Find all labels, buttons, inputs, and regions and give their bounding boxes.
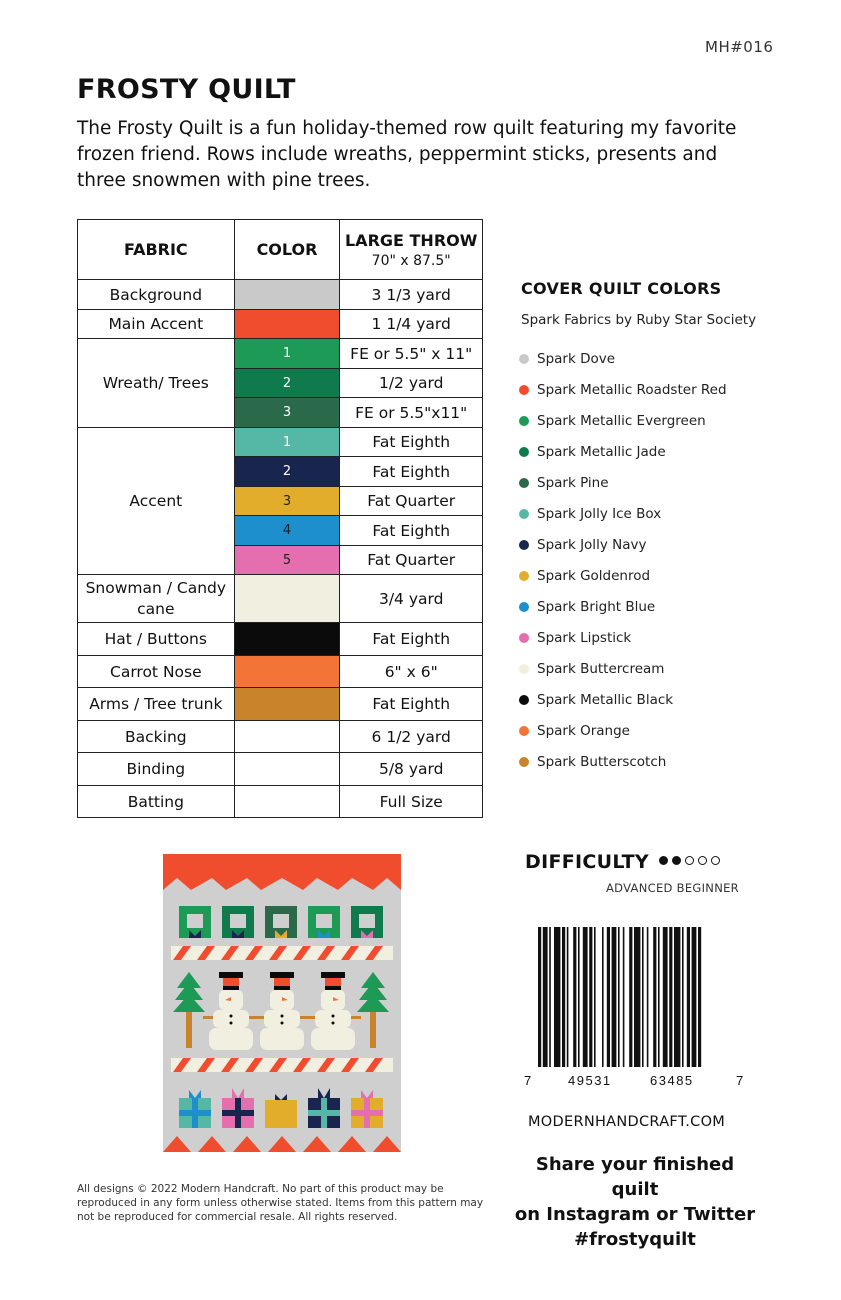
yardage: Fat Eighth [340,516,483,546]
yardage: Fat Eighth [340,457,483,487]
difficulty-dot [711,856,720,865]
color-name: Spark Butterscotch [537,753,667,770]
header-fabric: FABRIC [78,220,235,280]
color-dot [519,447,529,457]
list-item [519,405,727,436]
fabric-name: Main Accent [78,310,235,339]
yardage: 1 1/4 yard [340,310,483,339]
yardage: Fat Eighth [340,623,483,656]
color-dot [519,695,529,705]
color-name: Spark Orange [537,722,630,739]
color-dot [519,571,529,581]
yardage: FE or 5.5" x 11" [340,339,483,369]
color-dot [519,664,529,674]
color-swatch: 2 [234,457,340,487]
intro-paragraph: The Frosty Quilt is a fun holiday-themed row quilt featuring my favorite frozen friend. Rows include wreaths, peppermint sticks, presents and three snowmen with pine trees. [77,118,737,191]
list-item [519,467,727,498]
copyright-notice: All designs © 2022 Modern Handcraft. No part of this product may be reproduced in any form unless otherwise stated. Items from this pattern may not be reproduced for commercial resale. All rights reserved. [77,1183,484,1223]
color-swatch [234,623,340,656]
color-swatch: 3 [234,398,340,428]
table-row [78,310,483,339]
cover-colors-title: COVER QUILT COLORS [521,279,722,298]
difficulty-rating [659,856,720,865]
color-swatch [234,310,340,339]
list-item [519,560,727,591]
barcode-digit-check: 7 [736,1073,744,1088]
color-name: Spark Metallic Roadster Red [537,381,727,398]
fabric-name: Arms / Tree trunk [78,688,235,721]
difficulty-level: ADVANCED BEGINNER [606,881,739,895]
color-swatch: 4 [234,516,340,546]
barcode-bars [538,927,701,1067]
yardage: 1/2 yard [340,369,483,398]
header-size [340,220,483,280]
yardage: 5/8 yard [340,753,483,786]
list-item [519,622,727,653]
quilt-illustration [163,854,401,1152]
color-name: Spark Dove [537,350,616,367]
color-swatch: 1 [234,428,340,457]
cover-colors-list [519,343,727,777]
color-name: Spark Pine [537,474,609,491]
color-name: Spark Bright Blue [537,598,656,615]
pattern-code: MH#016 [705,38,774,56]
color-name: Spark Metallic Black [537,691,674,708]
list-item [519,343,727,374]
list-item [519,436,727,467]
color-dot [519,478,529,488]
list-item [519,684,727,715]
color-dot [519,726,529,736]
color-name: Spark Metallic Evergreen [537,412,706,429]
color-name: Spark Goldenrod [537,567,651,584]
header-size-dimensions: 70" x 87.5" [371,252,451,269]
table-row [78,753,483,786]
table-row [78,575,483,623]
yardage: FE or 5.5"x11" [340,398,483,428]
table-row [78,428,483,457]
color-name: Spark Jolly Navy [537,536,647,553]
color-swatch [234,688,340,721]
color-swatch: 2 [234,369,340,398]
fabric-name: Wreath/ Trees [78,339,235,428]
yardage: Fat Eighth [340,428,483,457]
list-item [519,374,727,405]
color-swatch [234,656,340,688]
table-row [78,721,483,753]
share-line-2: on Instagram or Twitter [514,1204,756,1225]
barcode-digits-right: 63485 [650,1073,694,1088]
header-size-label: LARGE THROW [344,230,478,250]
yardage: Full Size [340,786,483,818]
color-swatch [234,575,340,623]
yardage: 3 1/3 yard [340,280,483,310]
difficulty-dot [698,856,707,865]
color-name: Spark Lipstick [537,629,632,646]
color-swatch: 1 [234,339,340,369]
color-dot [519,633,529,643]
fabric-name: Batting [78,786,235,818]
color-dot [519,757,529,767]
color-swatch: 5 [234,546,340,575]
color-swatch [234,721,340,753]
color-dot [519,540,529,550]
barcode-digit-lead: 7 [524,1073,532,1088]
table-row [78,623,483,656]
yardage: Fat Quarter [340,546,483,575]
color-swatch [234,280,340,310]
color-dot [519,354,529,364]
color-swatch: 3 [234,487,340,516]
color-swatch [234,753,340,786]
list-item [519,498,727,529]
fabric-name: Binding [78,753,235,786]
fabric-name: Backing [78,721,235,753]
difficulty-label: DIFFICULTY [525,851,649,873]
cover-colors-subtitle: Spark Fabrics by Ruby Star Society [521,312,757,328]
color-dot [519,602,529,612]
share-hashtag: #frostyquilt [574,1229,696,1250]
barcode-digits-left: 49531 [568,1073,612,1088]
table-row [78,656,483,688]
fabric-name: Background [78,280,235,310]
fabric-name: Hat / Buttons [78,623,235,656]
color-name: Spark Jolly Ice Box [537,505,662,522]
page-title: FROSTY QUILT [77,74,296,105]
fabric-name: Snowman / Candy cane [78,575,235,623]
color-name: Spark Buttercream [537,660,665,677]
color-swatch [234,786,340,818]
header-color: COLOR [234,220,340,280]
list-item [519,653,727,684]
fabric-name: Carrot Nose [78,656,235,688]
color-dot [519,385,529,395]
color-dot [519,509,529,519]
share-line-1: Share your finished quilt [535,1154,735,1200]
list-item [519,715,727,746]
yardage: 6" x 6" [340,656,483,688]
fabric-requirements-table [77,219,483,818]
share-message [510,1152,760,1252]
yardage: Fat Quarter [340,487,483,516]
difficulty-dot [659,856,668,865]
website-link[interactable]: MODERNHANDCRAFT.COM [528,1114,726,1130]
table-row [78,688,483,721]
color-dot [519,416,529,426]
difficulty-dot [685,856,694,865]
table-row [78,280,483,310]
yardage: 3/4 yard [340,575,483,623]
barcode [520,925,750,1090]
yardage: Fat Eighth [340,688,483,721]
list-item [519,746,727,777]
yardage: 6 1/2 yard [340,721,483,753]
color-name: Spark Metallic Jade [537,443,666,460]
list-item [519,529,727,560]
table-row [78,786,483,818]
list-item [519,591,727,622]
fabric-name: Accent [78,428,235,575]
difficulty-dot [672,856,681,865]
table-row [78,339,483,369]
